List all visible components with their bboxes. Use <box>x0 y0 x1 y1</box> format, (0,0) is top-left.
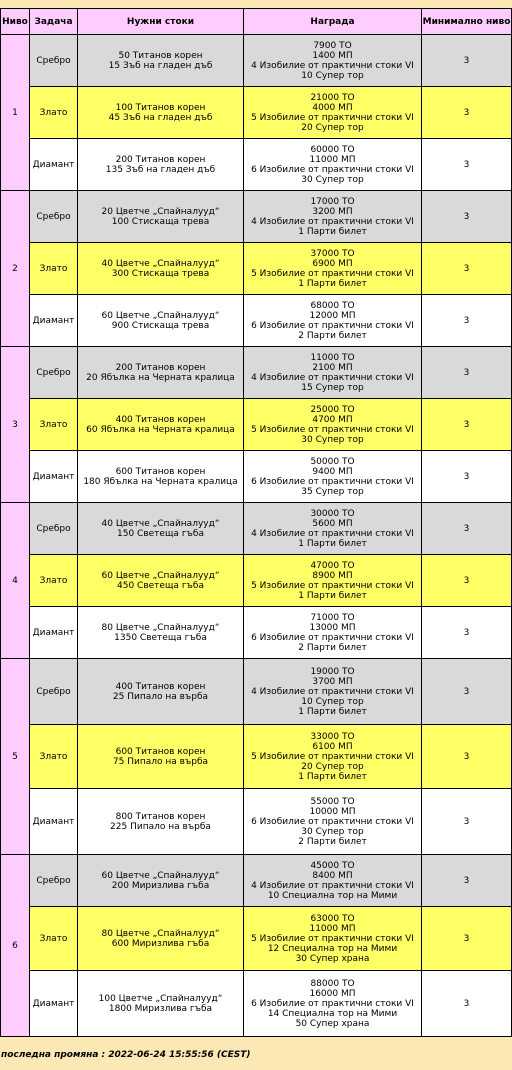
reward-line: 3200 МП <box>312 206 353 217</box>
min-level-cell: 3 <box>422 139 512 191</box>
reward-cell <box>244 451 422 503</box>
reward-line: 20 Супер тор <box>301 761 364 772</box>
reward-line: 5 Изобилие от практични стоки VI <box>251 751 414 762</box>
reward-cell <box>244 555 422 607</box>
reward-line: 88000 ТО <box>310 978 355 989</box>
table-row <box>1 855 512 907</box>
reward-line: 50 Супер храна <box>295 1018 370 1029</box>
reward-line: 11000 МП <box>309 154 356 165</box>
table-row <box>1 295 512 347</box>
table-row <box>1 347 512 399</box>
reward-line: 4700 МП <box>312 414 353 425</box>
reward-line: 1400 МП <box>312 50 353 61</box>
table-row <box>1 971 512 1037</box>
goods-line: 40 Цветче „Спайналууд“ <box>101 258 220 269</box>
reward-line: 8400 МП <box>312 870 353 881</box>
goods-line: 100 Стискаща трева <box>111 216 210 227</box>
header-min-level: Минимално ниво <box>422 9 512 35</box>
reward-line: 1 Парти билет <box>298 226 367 237</box>
reward-cell <box>244 295 422 347</box>
quest-table <box>0 8 512 1037</box>
reward-line: 5 Изобилие от практични стоки VI <box>251 933 414 944</box>
goods-cell <box>78 855 244 907</box>
task-cell: Диамант <box>30 607 78 659</box>
goods-line: 1350 Светеща гъба <box>114 632 207 643</box>
goods-line: 15 Зъб на гладен дъб <box>108 60 213 71</box>
goods-cell <box>78 35 244 87</box>
table-row <box>1 725 512 789</box>
goods-line: 80 Цветче „Спайналууд“ <box>101 928 220 939</box>
min-level-cell: 3 <box>422 659 512 725</box>
task-cell: Злато <box>30 243 78 295</box>
reward-line: 4000 МП <box>312 102 353 113</box>
level-cell: 6 <box>1 855 30 1037</box>
goods-line: 135 Зъб на гладен дъб <box>105 164 216 175</box>
level-cell: 1 <box>1 35 30 191</box>
table-row <box>1 789 512 855</box>
goods-cell <box>78 243 244 295</box>
reward-line: 37000 ТО <box>310 248 355 259</box>
reward-line: 47000 ТО <box>310 560 355 571</box>
reward-line: 9400 МП <box>312 466 353 477</box>
reward-line: 5 Изобилие от практични стоки VI <box>251 424 414 435</box>
reward-line: 5600 МП <box>312 518 353 529</box>
goods-line: 600 Миризлива гъба <box>111 938 210 949</box>
reward-line: 13000 МП <box>309 622 356 633</box>
min-level-cell: 3 <box>422 87 512 139</box>
level-cell: 3 <box>1 347 30 503</box>
min-level-cell: 3 <box>422 295 512 347</box>
min-level-cell: 3 <box>422 789 512 855</box>
reward-line: 4 Изобилие от практични стоки VI <box>251 686 414 697</box>
goods-line: 800 Титанов корен <box>115 811 206 822</box>
reward-line: 63000 ТО <box>310 913 355 924</box>
reward-line: 6100 МП <box>312 741 353 752</box>
task-cell: Сребро <box>30 855 78 907</box>
goods-cell <box>78 139 244 191</box>
goods-line: 450 Светеща гъба <box>117 580 204 591</box>
header-goods: Нужни стоки <box>78 9 244 35</box>
table-row <box>1 659 512 725</box>
goods-line: 60 Цветче „Спайналууд“ <box>101 310 220 321</box>
reward-cell <box>244 347 422 399</box>
task-cell: Злато <box>30 725 78 789</box>
goods-cell <box>78 399 244 451</box>
reward-line: 1 Парти билет <box>298 771 367 782</box>
reward-line: 30 Супер храна <box>295 953 370 964</box>
task-cell: Злато <box>30 399 78 451</box>
header-row <box>1 9 512 35</box>
reward-line: 1 Парти билет <box>298 278 367 289</box>
reward-line: 6 Изобилие от практични стоки VI <box>251 632 414 643</box>
goods-cell <box>78 555 244 607</box>
table-row <box>1 243 512 295</box>
reward-cell <box>244 789 422 855</box>
goods-cell <box>78 347 244 399</box>
min-level-cell: 3 <box>422 555 512 607</box>
min-level-cell: 3 <box>422 399 512 451</box>
goods-line: 400 Титанов корен <box>115 414 206 425</box>
task-cell: Злато <box>30 87 78 139</box>
level-cell: 4 <box>1 503 30 659</box>
reward-line: 10 Супер тор <box>301 696 364 707</box>
reward-line: 33000 ТО <box>310 731 355 742</box>
reward-line: 25000 ТО <box>310 404 355 415</box>
reward-line: 6 Изобилие от практични стоки VI <box>251 320 414 331</box>
goods-line: 200 Миризлива гъба <box>111 880 210 891</box>
reward-line: 68000 ТО <box>310 300 355 311</box>
reward-line: 45000 ТО <box>310 860 355 871</box>
table-row <box>1 555 512 607</box>
reward-line: 30 Супер тор <box>301 826 364 837</box>
goods-cell <box>78 971 244 1037</box>
goods-line: 225 Пипало на върба <box>110 821 211 832</box>
goods-line: 75 Пипало на върба <box>112 756 209 767</box>
task-cell: Сребро <box>30 503 78 555</box>
header-task: Задача <box>30 9 78 35</box>
reward-cell <box>244 139 422 191</box>
table-row <box>1 907 512 971</box>
reward-cell <box>244 907 422 971</box>
reward-line: 30000 ТО <box>310 508 355 519</box>
reward-cell <box>244 607 422 659</box>
task-cell: Диамант <box>30 139 78 191</box>
reward-line: 71000 ТО <box>310 612 355 623</box>
reward-line: 2 Парти билет <box>298 642 367 653</box>
last-modified: последна промяна : 2022-06-24 15:55:56 (CEST) <box>1 1050 251 1060</box>
reward-line: 6 Изобилие от практични стоки VI <box>251 998 414 1009</box>
goods-line: 600 Титанов корен <box>115 466 206 477</box>
task-cell: Сребро <box>30 191 78 243</box>
reward-line: 4 Изобилие от практични стоки VI <box>251 60 414 71</box>
table-row <box>1 191 512 243</box>
reward-line: 21000 ТО <box>310 92 355 103</box>
goods-line: 25 Пипало на върба <box>112 691 209 702</box>
table-row <box>1 607 512 659</box>
goods-cell <box>78 607 244 659</box>
reward-cell <box>244 191 422 243</box>
goods-line: 40 Цветче „Спайналууд“ <box>101 518 220 529</box>
reward-line: 4 Изобилие от практични стоки VI <box>251 528 414 539</box>
reward-line: 8900 МП <box>312 570 353 581</box>
reward-line: 10000 МП <box>309 806 356 817</box>
reward-line: 30 Супер тор <box>301 174 364 185</box>
min-level-cell: 3 <box>422 35 512 87</box>
goods-line: 60 Ябълка на Черната кралица <box>86 424 235 435</box>
table-row <box>1 35 512 87</box>
reward-line: 17000 ТО <box>310 196 355 207</box>
reward-line: 50000 ТО <box>310 456 355 467</box>
goods-line: 100 Титанов корен <box>115 102 206 113</box>
goods-line: 180 Ябълка на Черната кралица <box>83 476 238 487</box>
reward-cell <box>244 659 422 725</box>
goods-line: 20 Цветче „Спайналууд“ <box>101 206 220 217</box>
goods-line: 45 Зъб на гладен дъб <box>108 112 213 123</box>
task-cell: Диамант <box>30 451 78 503</box>
reward-line: 4 Изобилие от практични стоки VI <box>251 880 414 891</box>
reward-line: 7900 ТО <box>313 40 352 51</box>
reward-cell <box>244 725 422 789</box>
goods-line: 400 Титанов корен <box>115 681 206 692</box>
reward-cell <box>244 503 422 555</box>
min-level-cell: 3 <box>422 347 512 399</box>
reward-cell <box>244 35 422 87</box>
reward-cell <box>244 243 422 295</box>
level-cell: 2 <box>1 191 30 347</box>
goods-cell <box>78 451 244 503</box>
goods-line: 200 Титанов корен <box>115 154 206 165</box>
min-level-cell: 3 <box>422 503 512 555</box>
task-cell: Злато <box>30 555 78 607</box>
min-level-cell: 3 <box>422 451 512 503</box>
reward-line: 6 Изобилие от практични стоки VI <box>251 816 414 827</box>
table-row <box>1 451 512 503</box>
min-level-cell: 3 <box>422 191 512 243</box>
table-row <box>1 87 512 139</box>
goods-line: 20 Ябълка на Черната кралица <box>86 372 235 383</box>
min-level-cell: 3 <box>422 725 512 789</box>
reward-line: 5 Изобилие от практични стоки VI <box>251 580 414 591</box>
reward-line: 5 Изобилие от практични стоки VI <box>251 112 414 123</box>
reward-line: 15 Супер тор <box>301 382 364 393</box>
reward-line: 60000 ТО <box>310 144 355 155</box>
goods-line: 60 Цветче „Спайналууд“ <box>101 870 220 881</box>
reward-line: 1 Парти билет <box>298 706 367 717</box>
reward-line: 16000 МП <box>309 988 356 999</box>
level-cell: 5 <box>1 659 30 855</box>
goods-cell <box>78 503 244 555</box>
min-level-cell: 3 <box>422 855 512 907</box>
reward-line: 6900 МП <box>312 258 353 269</box>
table-row <box>1 139 512 191</box>
reward-line: 11000 МП <box>309 923 356 934</box>
reward-line: 10 Специална тор на Мими <box>267 890 398 901</box>
header-level: Ниво <box>1 9 30 35</box>
task-cell: Диамант <box>30 789 78 855</box>
reward-line: 6 Изобилие от практични стоки VI <box>251 476 414 487</box>
reward-line: 11000 ТО <box>310 352 355 363</box>
reward-line: 1 Парти билет <box>298 538 367 549</box>
goods-line: 600 Титанов корен <box>115 746 206 757</box>
goods-line: 80 Цветче „Спайналууд“ <box>101 622 220 633</box>
goods-cell <box>78 191 244 243</box>
table-row <box>1 503 512 555</box>
reward-line: 4 Изобилие от практични стоки VI <box>251 372 414 383</box>
goods-line: 50 Титанов корен <box>118 50 203 61</box>
reward-line: 14 Специална тор на Мими <box>267 1008 398 1019</box>
reward-cell <box>244 87 422 139</box>
reward-line: 20 Супер тор <box>301 122 364 133</box>
reward-line: 12 Специална тор на Мими <box>267 943 398 954</box>
goods-line: 60 Цветче „Спайналууд“ <box>101 570 220 581</box>
reward-cell <box>244 971 422 1037</box>
min-level-cell: 3 <box>422 907 512 971</box>
task-cell: Диамант <box>30 295 78 347</box>
reward-line: 10 Супер тор <box>301 70 364 81</box>
goods-cell <box>78 789 244 855</box>
task-cell: Сребро <box>30 35 78 87</box>
reward-line: 55000 ТО <box>310 796 355 807</box>
goods-cell <box>78 725 244 789</box>
goods-cell <box>78 659 244 725</box>
reward-line: 5 Изобилие от практични стоки VI <box>251 268 414 279</box>
reward-line: 3700 МП <box>312 676 353 687</box>
goods-line: 900 Стискаща трева <box>111 320 210 331</box>
reward-line: 12000 МП <box>309 310 356 321</box>
reward-line: 1 Парти билет <box>298 590 367 601</box>
goods-cell <box>78 295 244 347</box>
goods-cell <box>78 907 244 971</box>
table-body <box>1 35 512 1037</box>
task-cell: Злато <box>30 907 78 971</box>
reward-line: 2 Парти билет <box>298 836 367 847</box>
reward-cell <box>244 399 422 451</box>
reward-line: 35 Супер тор <box>301 486 364 497</box>
min-level-cell: 3 <box>422 971 512 1037</box>
goods-line: 300 Стискаща трева <box>111 268 210 279</box>
reward-line: 4 Изобилие от практични стоки VI <box>251 216 414 227</box>
reward-line: 6 Изобилие от практични стоки VI <box>251 164 414 175</box>
goods-line: 200 Титанов корен <box>115 362 206 373</box>
reward-line: 2100 МП <box>312 362 353 373</box>
task-cell: Сребро <box>30 347 78 399</box>
goods-line: 100 Цветче „Спайналууд“ <box>98 993 223 1004</box>
min-level-cell: 3 <box>422 607 512 659</box>
goods-line: 1800 Миризлива гъба <box>108 1003 213 1014</box>
goods-line: 150 Светеща гъба <box>117 528 204 539</box>
reward-line: 2 Парти билет <box>298 330 367 341</box>
task-cell: Сребро <box>30 659 78 725</box>
goods-cell <box>78 87 244 139</box>
min-level-cell: 3 <box>422 243 512 295</box>
task-cell: Диамант <box>30 971 78 1037</box>
header-reward: Награда <box>244 9 422 35</box>
reward-line: 19000 ТО <box>310 666 355 677</box>
reward-line: 30 Супер тор <box>301 434 364 445</box>
table-row <box>1 399 512 451</box>
reward-cell <box>244 855 422 907</box>
